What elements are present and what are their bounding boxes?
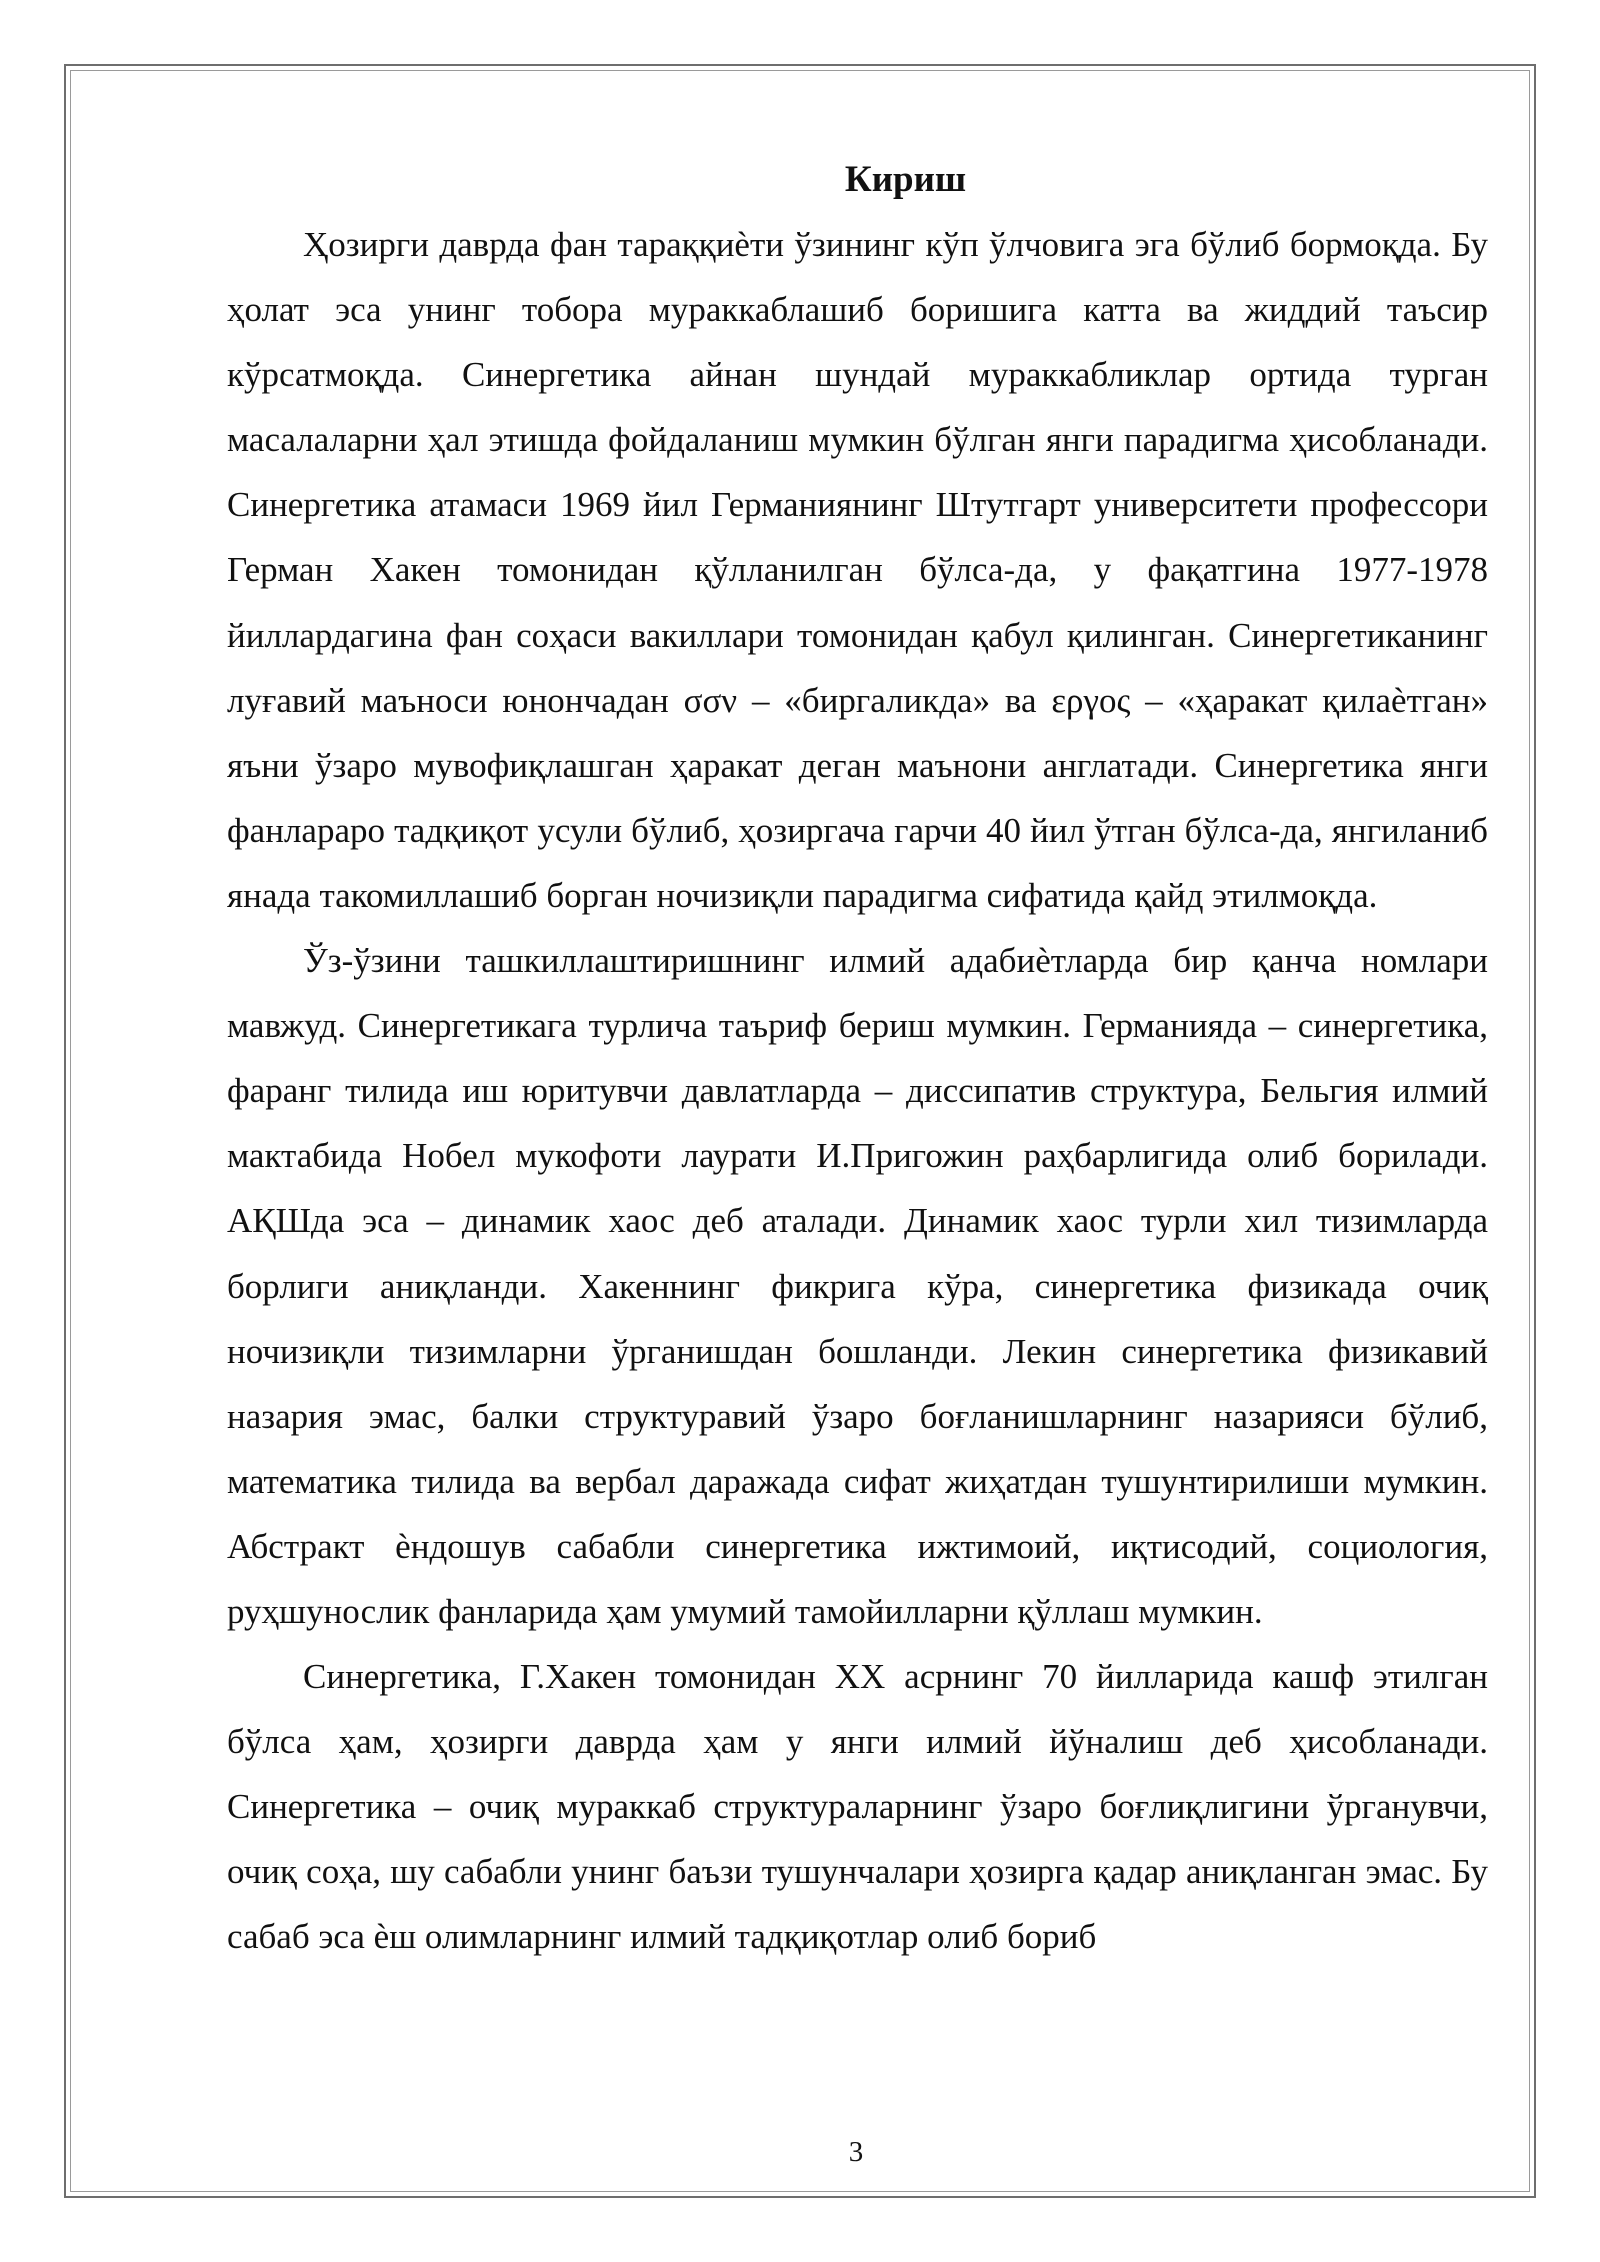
paragraph-3: Синергетика, Г.Хакен томонидан XX асрнинг 70 йилларида кашф этилган бўлса ҳам, ҳозирги даврда ҳам у янги илмий йўналиш деб ҳисобланади. Синергетика – очиқ мураккаб структураларнинг ўзаро боғлиқлигини ўрганувчи, очиқ соҳа, шу сабабли унинг баъзи тушунчалари ҳозирга қадар аниқланган эмас. Бу сабаб эса ѐш олимларнинг илмий тадқиқотлар олиб бориб (227, 1657, 1488, 1957)
paragraph-2: Ўз-ўзини ташкиллаштиришнинг илмий адабиѐтларда бир қанча номлари мавжуд. Синергетикага турлича таъриф бериш мумкин. Германияда – синергетика, фаранг тилида иш юритувчи давлатларда – диссипатив структура, Бельгия илмий мактабида Нобел мукофоти лаурати И.Пригожин раҳбарлигида олиб борилади. АҚШда эса – динамик хаос деб аталади. Динамик хаос турли хил тизимларда борлиги аниқланди. Хакеннинг фикрига кўра, синергетика физикада очиқ ночизиқли тизимларни ўрганишдан бошланди. Лекин синергетика физикавий назария эмас, балки структуравий ўзаро боғланишларнинг назарияси бўлиб, математика тилида ва вербал даражада сифат жиҳатдан тушунтирилиши мумкин. Абстракт ѐндошув сабабли синергетика ижтимоий, иқтисодий, социология, руҳшунослик фанларида ҳам умумий тамойилларни қўллаш мумкин. (227, 941, 1488, 1631)
page-number: 3 (848, 2136, 864, 2168)
paragraph-1: Ҳозирги даврда фан тараққиѐти ўзининг кўп ўлчовига эга бўлиб бормоқда. Бу ҳолат эса унинг тобора мураккаблашиб боришига катта ва жиддий таъсир кўрсатмоқда. Синергетика айнан шундай мураккабликлар ортида турган масалаларни ҳал этишда фойдаланиш мумкин бўлган янги парадигма ҳисобланади. Синергетика атамаси 1969 йил Германиянинг Штутгарт университети профессори Герман Хакен томонидан қўлланилган бўлса-да, у фақатгина 1977-1978 йиллардагина фан соҳаси вакиллари томонидан қабул қилинган. Синергетиканинг луғавий маъноси юнончадан σσν – «биргаликда» ва εργος – «ҳаракат қилаѐтган» яъни ўзаро мувофиқлашган ҳаракат деган маънони англатади. Синергетика янги фанлараро тадқиқот усули бўлиб, ҳозиргача гарчи 40 йил ўтган бўлса-да, янгиланиб янада такомиллашиб борган ночизиқли парадигма сифатида қайд этилмоқда. (227, 225, 1488, 915)
page-title: Кириш (844, 159, 967, 200)
document-body (227, 148, 1488, 1970)
